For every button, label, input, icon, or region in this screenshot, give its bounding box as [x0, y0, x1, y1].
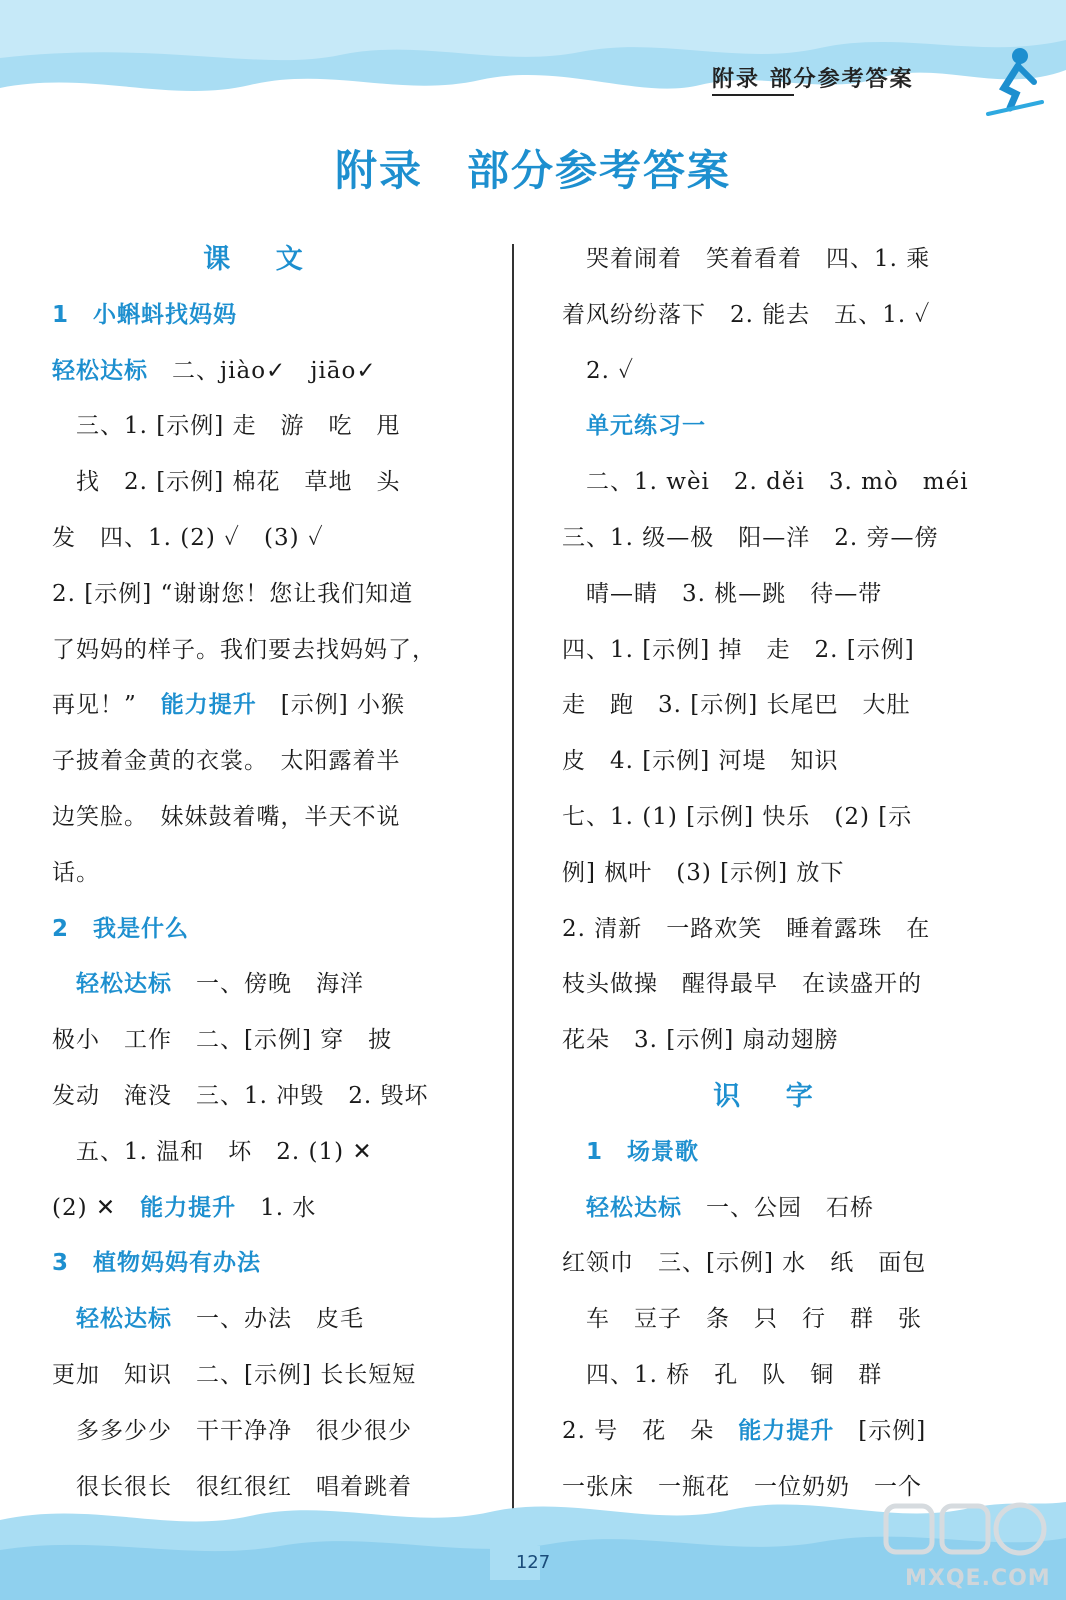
answer-line	[52, 1404, 472, 1460]
answer-line	[52, 1292, 472, 1348]
answer-line	[52, 790, 472, 846]
subsection-label: 能力提升	[160, 692, 257, 719]
answer-text: 车 豆子 条 只 行 群 张	[562, 1306, 922, 1333]
answer-text: 发 四、1. (2) ✓ (3) ✓	[52, 524, 324, 551]
answer-line	[52, 846, 472, 902]
answer-line	[52, 1125, 472, 1181]
answer-line	[562, 232, 982, 288]
answer-line	[52, 567, 472, 623]
answer-line	[52, 1069, 472, 1125]
answer-line	[52, 1348, 472, 1404]
answer-line	[52, 399, 472, 455]
answer-line	[52, 734, 472, 790]
answer-text: [示例]	[834, 1417, 927, 1444]
answer-text	[52, 1306, 76, 1332]
answer-text: 七、1. (1) [示例] 快乐 (2) [示	[562, 803, 913, 830]
answer-text: 红领巾 三、[示例] 水 纸 面包	[562, 1250, 927, 1277]
answer-text: 1. 水	[236, 1194, 317, 1221]
section-heading	[52, 232, 472, 288]
answer-text: 三、1. 级—极 阳—洋 2. 旁—傍	[562, 524, 939, 551]
lesson-title: 单元练习一	[562, 413, 706, 440]
answer-line	[562, 288, 982, 344]
subsection-label: 轻松达标	[586, 1194, 682, 1221]
skier-icon	[980, 42, 1050, 122]
column-divider	[512, 244, 514, 1519]
answer-text: 走 跑 3. [示例] 长尾巴 大肚	[562, 692, 911, 719]
answer-line	[562, 1348, 982, 1404]
answer-line	[562, 567, 982, 623]
answer-line	[52, 623, 472, 679]
subsection-label: 能力提升	[140, 1194, 237, 1221]
answer-line	[562, 1404, 982, 1460]
header-section-label: 附录 部分参考答案	[712, 67, 914, 92]
lesson-title: 1 小蝌蚪找妈妈	[52, 301, 238, 328]
watermark-text: MXQE.COM	[905, 1566, 1051, 1591]
header-underline	[712, 94, 794, 96]
answer-text: 边笑脸。 妹妹鼓着嘴，半天不说	[52, 803, 401, 830]
answer-line	[52, 1181, 472, 1237]
answer-text: 找 2. [示例] 棉花 草地 头	[52, 469, 401, 496]
answer-line	[562, 455, 982, 511]
subsection-label: 能力提升	[738, 1417, 835, 1444]
answer-line	[562, 344, 982, 400]
answer-text: 四、1. [示例] 掉 走 2. [示例]	[562, 636, 915, 663]
lesson-heading	[562, 1125, 982, 1181]
answer-line	[562, 734, 982, 790]
lesson-heading	[52, 902, 472, 958]
lesson-heading	[52, 1236, 472, 1292]
page-title: 附录 部分参考答案	[334, 146, 731, 195]
lesson-title: 3 植物妈妈有办法	[52, 1250, 262, 1277]
section-heading	[562, 1069, 982, 1125]
answer-text: 例] 枫叶 (3) [示例] 放下	[562, 859, 845, 886]
section-title: 课 文	[203, 244, 321, 275]
answer-text: 三、1. [示例] 走 游 吃 甩	[52, 413, 401, 440]
answer-text	[52, 971, 76, 997]
answer-line	[562, 1013, 982, 1069]
answer-text: 晴—睛 3. 桃—跳 待—带	[562, 580, 883, 607]
answer-line	[562, 623, 982, 679]
answer-line	[562, 846, 982, 902]
answer-line	[562, 790, 982, 846]
answer-line	[52, 344, 472, 400]
answer-text: 2. [示例] “谢谢您！您让我们知道	[52, 580, 414, 607]
answer-line	[52, 455, 472, 511]
lesson-heading	[52, 288, 472, 344]
answer-text: 再见！”	[52, 692, 161, 719]
answer-text: 二、1. wèi 2. děi 3. mò méi	[562, 469, 969, 496]
lesson-heading	[562, 399, 982, 455]
subsection-label: 轻松达标	[52, 357, 148, 384]
lesson-title: 1 场景歌	[562, 1138, 700, 1165]
answer-text: 多多少少 干干净净 很少很少	[52, 1417, 412, 1444]
answer-text: 更加 知识 二、[示例] 长长短短	[52, 1361, 417, 1388]
answer-text: 话。	[52, 859, 100, 886]
answer-text: 2. 清新 一路欢笑 睡着露珠 在	[562, 915, 931, 942]
answer-text: 一、办法 皮毛	[172, 1306, 364, 1333]
subsection-label: 轻松达标	[76, 1306, 172, 1333]
answer-text: 2. ✓	[562, 357, 635, 384]
answer-text: 着风纷纷落下 2. 能去 五、1. ✓	[562, 301, 931, 328]
answer-line	[562, 1181, 982, 1237]
answer-line	[52, 678, 472, 734]
answer-line	[562, 1292, 982, 1348]
answer-text: 很长很长 很红很红 唱着跳着	[52, 1473, 412, 1500]
answer-line	[52, 1013, 472, 1069]
answer-text: (2) ✕	[52, 1194, 141, 1221]
answer-line	[562, 678, 982, 734]
answer-line	[52, 957, 472, 1013]
answer-text: 五、1. 温和 坏 2. (1) ✕	[52, 1138, 373, 1165]
answer-line	[562, 902, 982, 958]
answer-text: 皮 4. [示例] 河堤 知识	[562, 748, 839, 775]
answer-text: 枝头做操 醒得最早 在读盛开的	[562, 971, 922, 998]
answer-text: 发动 淹没 三、1. 冲毁 2. 毁坏	[52, 1082, 429, 1109]
page-number: 127	[515, 1552, 551, 1573]
answer-line	[52, 511, 472, 567]
answer-line	[562, 1236, 982, 1292]
answer-text: 哭着闹着 笑着看着 四、1. 乘	[562, 246, 931, 272]
right-column	[562, 232, 982, 1515]
subsection-label: 轻松达标	[76, 971, 172, 998]
section-title: 识 字	[713, 1080, 831, 1112]
lesson-title: 2 我是什么	[52, 915, 190, 942]
answer-text: 一、傍晚 海洋	[172, 971, 364, 998]
answer-line	[562, 957, 982, 1013]
answer-text: 四、1. 桥 孔 队 铜 群	[562, 1361, 883, 1388]
answer-text: 二、jiào✓ jiāo✓	[148, 357, 377, 384]
answer-text: 2. 号 花 朵	[562, 1417, 739, 1444]
answer-text: 花朵 3. [示例] 扇动翅膀	[562, 1027, 839, 1054]
answer-text: 一张床 一瓶花 一位奶奶 一个	[562, 1473, 922, 1500]
answer-text	[562, 1195, 586, 1221]
left-column	[52, 232, 472, 1515]
answer-text: 极小 工作 二、[示例] 穿 披	[52, 1027, 393, 1054]
answer-text: 子披着金黄的衣裳。 太阳露着半	[52, 748, 401, 775]
answer-line	[562, 511, 982, 567]
answer-text: [示例] 小猴	[256, 692, 406, 719]
answer-text: 了妈妈的样子。我们要去找妈妈了，	[52, 636, 436, 663]
answer-text: 一、公园 石桥	[682, 1194, 874, 1221]
